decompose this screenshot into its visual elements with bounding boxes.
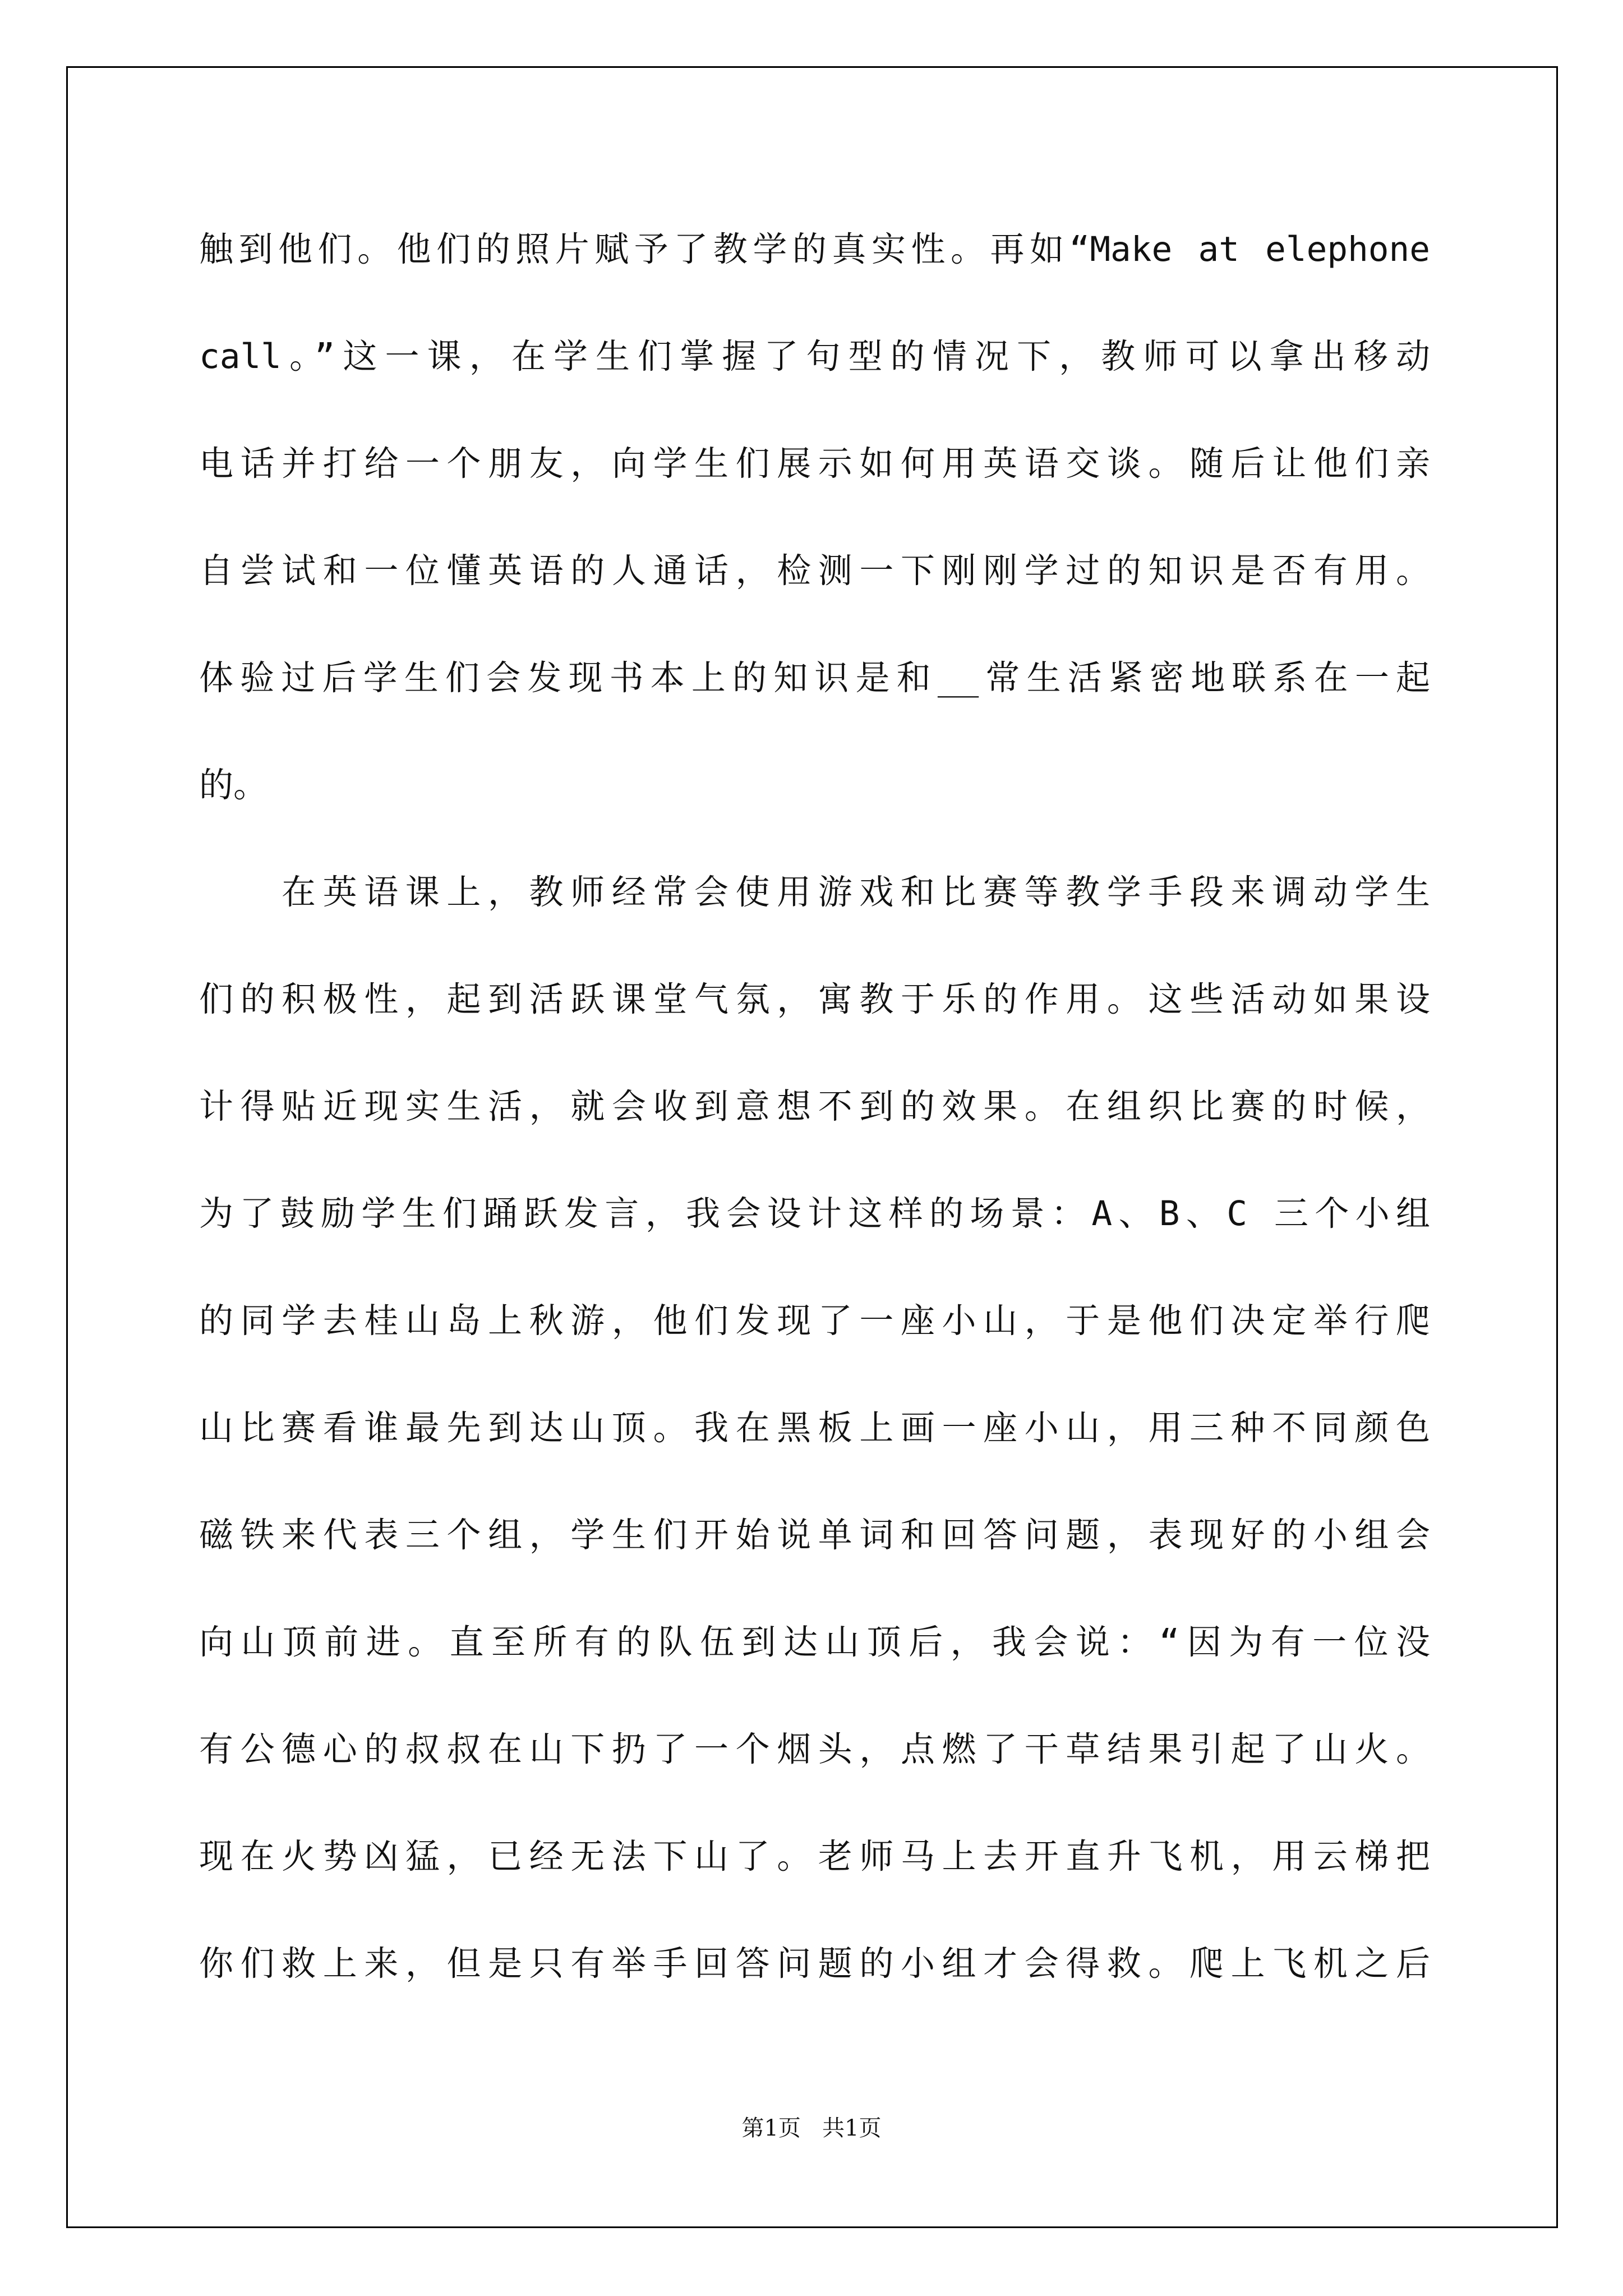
text-line: 的。 [199,765,268,805]
text-line: 在英语课上，教师经常会使用游戏和比赛等教学手段来调动学生 [282,872,1430,912]
document-body [199,222,1430,2043]
text-line: 体验过后学生们会发现书本上的知识是和__常生活紧密地联系在一起 [199,658,1430,698]
text-line: 自尝试和一位懂英语的人通话，检测一下刚刚学过的知识是否有用。 [199,551,1430,591]
text-line: 触到他们。他们的照片赋予了教学的真实性。再如“Make at elephone [199,229,1430,269]
text-line: 山比赛看谁最先到达山顶。我在黑板上画一座小山，用三种不同颜色 [199,1408,1430,1448]
text-line: 电话并打给一个朋友，向学生们展示如何用英语交谈。随后让他们亲 [199,444,1430,484]
text-line: 计得贴近现实生活，就会收到意想不到的效果。在组织比赛的时候， [199,1087,1430,1126]
text-line: call。”这一课，在学生们掌握了句型的情况下，教师可以拿出移动 [199,337,1430,376]
text-line: 们的积极性，起到活跃课堂气氛，寓教于乐的作用。这些活动如果设 [199,979,1430,1019]
text-line: 有公德心的叔叔在山下扔了一个烟头，点燃了干草结果引起了山火。 [199,1729,1430,1769]
text-line: 向山顶前进。直至所有的队伍到达山顶后，我会说：“因为有一位没 [199,1622,1430,1662]
text-line: 你们救上来，但是只有举手回答问题的小组才会得救。爬上飞机之后 [199,1944,1430,1984]
text-line: 现在火势凶猛，已经无法下山了。老师马上去开直升飞机，用云梯把 [199,1837,1430,1876]
text-line: 的同学去桂山岛上秋游，他们发现了一座小山，于是他们决定举行爬 [199,1301,1430,1341]
text-line: 为了鼓励学生们踊跃发言，我会设计这样的场景：A、B、C 三个小组 [199,1194,1430,1234]
page-number-footer: 第1页 共1页 [741,2115,882,2141]
text-line: 磁铁来代表三个组，学生们开始说单词和回答问题，表现好的小组会 [199,1515,1430,1555]
